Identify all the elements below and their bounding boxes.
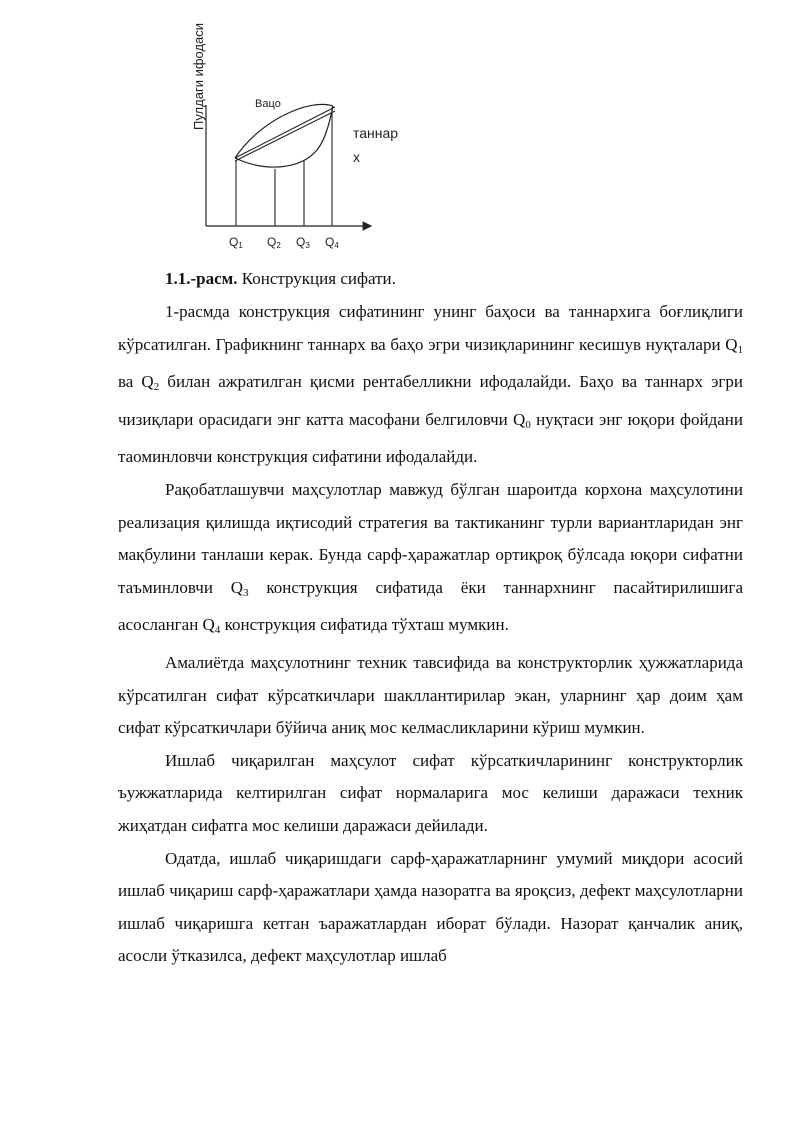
figure-svg bbox=[185, 0, 425, 262]
x-tick-q4: Q4 bbox=[325, 235, 339, 250]
p2-text-c: конструкция сифатида тўхташ мумкин. bbox=[220, 615, 509, 635]
p2-sub-4: 4 bbox=[214, 624, 221, 637]
y-axis-label: Пулдаги ифодаси bbox=[191, 22, 206, 130]
paragraph-1 bbox=[118, 296, 743, 474]
p1-text-b: ва Q bbox=[118, 372, 154, 392]
caption-text: Конструкция сифати. bbox=[237, 269, 396, 288]
p1-sub-2: 2 bbox=[153, 381, 160, 394]
x-tick-q2: Q2 bbox=[267, 235, 281, 250]
p1-sub-1: 1 bbox=[737, 343, 743, 356]
paragraph-3: Амалиётда маҳсулотнинг техник тавсифида ва конструкторлик ҳужжатларида кўрсатилган сифат кўрсаткичлари шакллантирилар экан, уларнинг ҳар доим ҳам сифат кўрсаткичлари бўйича аниқ мос келмасликларини кўриш мумкин. bbox=[118, 652, 743, 738]
paragraph-4: Ишлаб чиқарилган маҳсулот сифат кўрсаткичларининг конструкторлик ъужжатларида келтирилган сифат нормаларига мос келиши даражаси техник жиҳатдан сифатга мос келиши даражаси дейилади. bbox=[118, 750, 743, 835]
p1-text-d: нуқтаси энг юқори фойдани таоминловчи конструкция сифатини ифодалайди. bbox=[118, 409, 744, 467]
quality-cost-figure bbox=[185, 0, 425, 262]
price-curve-label: Baцo bbox=[255, 98, 281, 110]
cost-curve-label-line1: таннар bbox=[353, 125, 399, 141]
cost-curve-label-line2: х bbox=[353, 149, 360, 165]
p1-text-c: билан ажратилган қисми рентабелликни ифодалайди. Баҳо ва таннарх эгри чизиқлари орасидаги энг катта масофани белгиловчи Q bbox=[118, 372, 743, 429]
p2-sub-3: 3 bbox=[243, 586, 249, 599]
paragraph-5: Одатда, ишлаб чиқаришдаги сарф-ҳаражатларнинг умумий миқдори асосий ишлаб чиқариш сарф-ҳаражатлари ҳамда назоратга ва яроқсиз, дефект маҳсулотларни ишлаб чиқаришга кетган ъаражатлардан иборат бўлади. Назорат қанчалик аниқ, асосли ўтказилса, дефект маҳсулотлар ишлаб bbox=[118, 848, 743, 966]
p2-text-b: конструкция сифатида ёки таннархнинг пасайтирилишига асосланган Q bbox=[118, 577, 743, 635]
p2-text-a: Рақобатлашувчи маҳсулотлар мавжуд бўлган шароитда корхона маҳсулотини реализация қилишда иқтисодий стратегия ва тактиканинг турли вариантларидан энг мақбулини танлаши керак. Бунда сарф-ҳаражатлар ортиқроқ бўлсада юқори сифатни таъминловчи Q bbox=[118, 479, 743, 597]
p1-sub-0: 0 bbox=[525, 418, 531, 431]
paragraph-2 bbox=[118, 474, 743, 647]
body-text bbox=[118, 262, 743, 973]
caption-number: 1.1.-расм. bbox=[165, 269, 238, 288]
x-tick-q3: Q3 bbox=[296, 235, 310, 250]
figure-caption bbox=[118, 262, 743, 296]
x-tick-q1: Q1 bbox=[229, 235, 243, 250]
p1-text-a: 1-расмда конструкция сифатининг унинг баҳоси ва таннархига боғлиқлиги кўрсатилган. Графикнинг таннарх ва баҳо эгри чизиқларининг кесишув нуқталари Q bbox=[118, 302, 743, 354]
chord-line-2 bbox=[235, 111, 335, 161]
